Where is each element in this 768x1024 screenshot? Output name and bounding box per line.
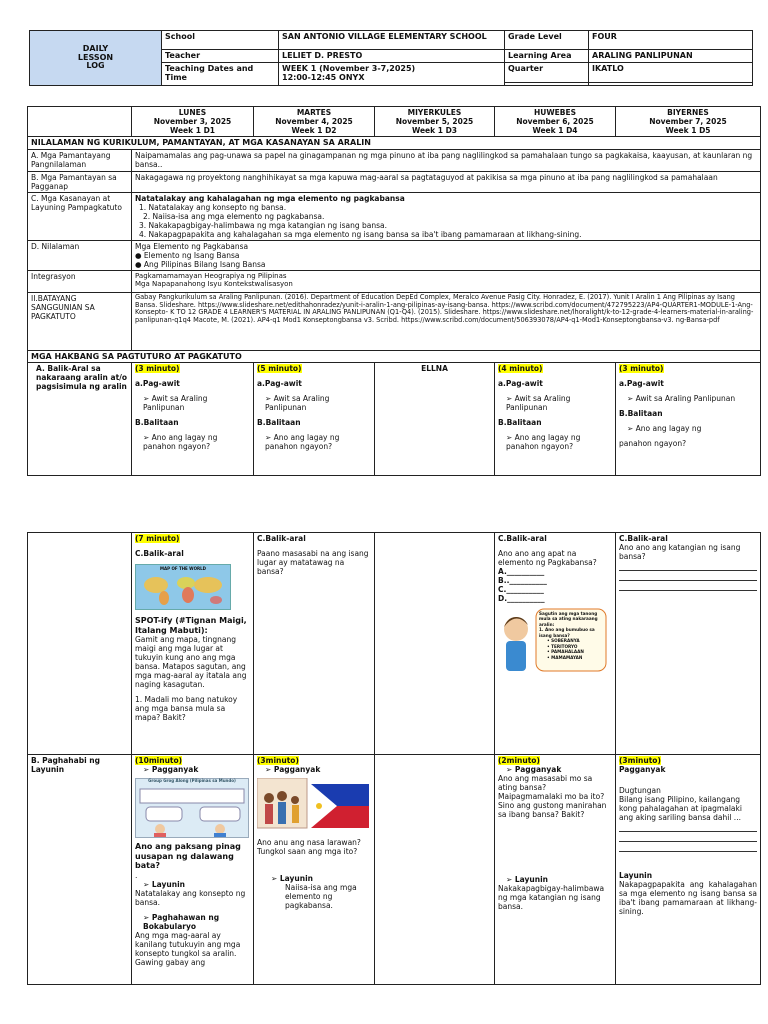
kasanayan-label: C. Mga Kasanayan at Layuning Pampagkatuto [28, 192, 132, 240]
pamantayang-text: Naipamamalas ang pag-unawa sa papel na ginagampanan ng mga pinuno at iba pang naglilingkod sa pamahalaan tungo sa pagkakaisa, kaayusan, at kaunlaran ng bansa.. [132, 149, 761, 171]
day1-balik-aral: (7 minuto) C.Balik-aral MAP OF THE WORLD SPOT-ify (#Tignan Maigi, Italang Mabuti): Gamit ang mapa, tingnang maigi ang mga lugar at tukuyin kung ano ang mga bansa. Matapos sagutan, ang mga mag-aaral ay itatala ang naging kasagutan. 1. Madali mo bang natukoy ang mga bansa mula sa mapa? Bakit? [132, 533, 254, 755]
grade-value: FOUR [589, 31, 753, 50]
sanggunian-label: II.BATAYANG SANGGUNIAN SA PAGKATUTO [28, 292, 132, 350]
dll-title: DAILY LESSON LOG [30, 31, 162, 86]
nilalaman-label: D. Nilalaman [28, 240, 132, 270]
day5-balik: (3 minuto) a.Pag-awit ➢ Awit sa Araling Panlipunan B.Balitaan ➢ Ano ang lagay ng panahon ngayon? [616, 363, 761, 476]
steps-heading: MGA HAKBANG SA PAGTUTURO AT PAGKATUTO [28, 350, 761, 363]
nilalaman-text: Mga Elemento ng Pagkabansa ● Elemento ng Isang Bansa ● Ang Pilipinas Bilang Isang Bansa [132, 240, 761, 270]
day-header-5: BIYERNES November 7, 2025 Week 1 D5 [616, 107, 761, 137]
school-value: SAN ANTONIO VILLAGE ELEMENTARY SCHOOL [279, 31, 505, 50]
integrasyon-label: Integrasyon [28, 270, 132, 292]
dates-value: WEEK 1 (November 3-7,2025) 12:00-12:45 ONYX [279, 62, 505, 85]
day4-balik-aral: C.Balik-aral Ano ano ang apat na elemento ng Pagkabansa? A.__________ B..__________ C.__________ D.__________ Sagutin ang mga tanong mula sa ating nakaraang aralin: 1. Ano ang bumubuo sa isang bansa? • SOBERANYA • TERITORYO • PAMAHALAAN • MAMAMAYAN [495, 533, 616, 755]
day-header-4: HUWEBES November 6, 2025 Week 1 D4 [495, 107, 616, 137]
day-header-2: MARTES November 4, 2025 Week 1 D2 [254, 107, 375, 137]
family-and-flag-image [257, 778, 369, 834]
pagganap-text: Nakagagawa ng proyektong nanghihikayat sa mga kapuwa mag-aaral sa pagtataguyod at pakikisa sa mga pinuno at iba pang naglilingkod sa pamahalaan [132, 171, 761, 192]
day1-paghahabi: (10minuto) ➢ Pagganyak Group Grog Along (Pilipinas sa Mundo) Ano ang paksang pinag uusapan ng dalawang bata? . ➢ Layunin Natatalakay ang konsepto ng bansa. ➢ Paghahawan ng Bokabularyo Ang mga mag-aaral ay kanilang tutukuyin ang mga konsepto tungkol sa aralin. Gawing gabay ang [132, 755, 254, 985]
two-children-image: Group Grog Along (Pilipinas sa Mundo) [135, 778, 249, 838]
day1-balik: (3 minuto) a.Pag-awit ➢ Awit sa Araling Panlipunan B.Balitaan ➢ Ano ang lagay ng panahon ngayon? [132, 363, 254, 476]
day-header-1: LUNES November 3, 2025 Week 1 D1 [132, 107, 254, 137]
pamantayang-label: A. Mga Pamantayang Pangnilalaman [28, 149, 132, 171]
lesson-table-page2 [27, 532, 761, 985]
header-table [29, 30, 753, 86]
thinking-boy-image: Sagutin ang mga tanong mula sa ating nakaraang aralin: 1. Ano ang bumubuo sa isang bansa? • SOBERANYA • TERITORYO • PAMAHALAAN • MAMAMAYAN [498, 605, 608, 675]
day4-paghahabi: (2minuto) ➢ Pagganyak Ano ang masasabi mo sa ating bansa? Maipagmamalaki mo ba ito? Sino ang gustong manirahan sa ibang bansa? Bakit? ➢ Layunin Nakakapagbigay-halimbawa ng mga katangian ng isang bansa. [495, 755, 616, 985]
world-map-image: MAP OF THE WORLD [135, 564, 231, 610]
integrasyon-text: Pagkamamamayan Heograpiya ng Pilipinas Mga Napapanahong Isyu Kontekstwalisasyon [132, 270, 761, 292]
day2-balik: (5 minuto) a.Pag-awit ➢ Awit sa Araling Panlipunan B.Balitaan ➢ Ano ang lagay ng panahon ngayon? [254, 363, 375, 476]
day5-balik-aral: C.Balik-aral Ano ano ang katangian ng isang bansa? [616, 533, 761, 755]
day5-paghahabi: (3minuto) Pagganyak Dugtungan Bilang isang Pilipino, kailangang kong pahalagahan at ipagmalaki ang aking sariling bansa dahil ... Layunin Nakapagpapakita ang kahalagahan sa mga elemento ng isang bansa sa iba't ibang pamamaraan at likhang-sining. [616, 755, 761, 985]
day3-ellna: ELLNA [375, 363, 495, 476]
area-label: Learning Area [505, 50, 589, 63]
day2-paghahabi: (3minuto) ➢ Pagganyak Ano anu ang nasa larawan? Tungkol saan ang mga ito? ➢ Layunin Naiisa-isa ang mga elemento ng pagkabansa. [254, 755, 375, 985]
day2-balik-aral: C.Balik-aral Paano masasabi na ang isang lugar ay matatawag na bansa? [254, 533, 375, 755]
dates-label: Teaching Dates and Time [162, 62, 279, 85]
school-label: School [162, 31, 279, 50]
day4-balik: (4 minuto) a.Pag-awit ➢ Awit sa Araling Panlipunan B.Balitaan ➢ Ano ang lagay ng panahon ngayon? [495, 363, 616, 476]
paghahabi-label: B. Paghahabi ng Layunin [28, 755, 132, 985]
grade-label: Grade Level [505, 31, 589, 50]
lesson-table-page1 [27, 106, 761, 476]
balik-aral-label: A. Balik-Aral sa nakaraang aralin at/o pagsisimula ng aralin [28, 363, 132, 476]
kasanayan-text: Natatalakay ang kahalagahan ng mga elemento ng pagkabansa 1. Natatalakay ang konsepto ng bansa. 2. Naiisa-isa ang mga elemento ng pagkabansa. 3. Nakakapagbigay-halimbawa ng mga katangian ng isang bansa. 4. Nakapagpapakita ang kahalagahan sa mga elemento ng isang bansa sa iba't ibang pamamaraan at likhang-sining. [132, 192, 761, 240]
teacher-label: Teacher [162, 50, 279, 63]
quarter-label: Quarter [505, 62, 589, 82]
pagganap-label: B. Mga Pamantayan sa Pagganap [28, 171, 132, 192]
teacher-value: LELIET D. PRESTO [279, 50, 505, 63]
day-header-3: MIYERKULES November 5, 2025 Week 1 D3 [375, 107, 495, 137]
area-value: ARALING PANLIPUNAN [589, 50, 753, 63]
curriculum-heading: NILALAMAN NG KURIKULUM, PAMANTAYAN, AT MGA KASANAYAN SA ARALIN [28, 137, 761, 150]
sanggunian-text: Gabay Pangkurikulum sa Araling Panlipunan. (2016). Department of Education DepEd Complex, Meralco Avenue Pasig City. Honradez, E. (2017). Yunit I Aralin 1 Ang Pilipinas ay Isang Bansa. Slideshare. https://www.slideshare.net/edithahonradez/yunit-i-aralin-1-ang-pilipinas-ay-isang-bansa. https://www.scribd.com/document/472795223/AP4-QUARTER1-MODULE-1-Ang-Konsepto- K TO 12 GRADE 4 LEARNER'S MATERIAL IN ARALING PANLIPUNAN (Q1-Q4). (2015). Slideshare. https://www.slideshare.net/lhoralight/k-to-12-grade-4-learners-material-in-araling-panlipunan-q1q4 Macote, M. (2021). AP4-q1 Mod1 Konseptongbansa v3. Scribd. https://www.scribd.com/document/506393078/AP4-q1-Mod1-Konseptongbansa-v3. ng-Bansa-pdf [132, 292, 761, 350]
quarter-value: IKATLO [589, 62, 753, 82]
